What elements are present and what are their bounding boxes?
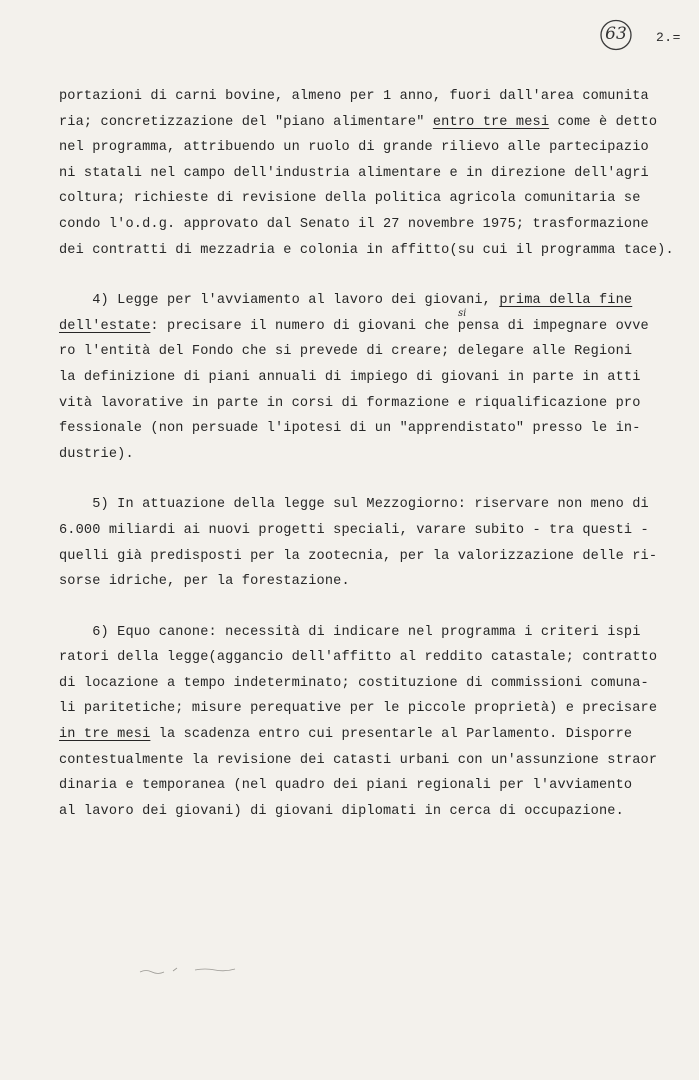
- paragraph-p1: [59, 84, 689, 263]
- text-run: ria; concretizzazione del "piano alimentare": [59, 114, 433, 130]
- text-run: ni statali nel campo dell'industria alimentare e in direzione dell'agri: [59, 165, 649, 181]
- text-line: [59, 135, 689, 161]
- text-line: [59, 773, 689, 799]
- text-run: condo l'o.d.g. approvato dal Senato il 27 novembre 1975; trasformazione: [59, 216, 649, 232]
- text-run: dinaria e temporanea (nel quadro dei piani regionali per l'avviamento: [59, 778, 633, 794]
- text-line: [59, 161, 689, 187]
- text-line: [59, 722, 689, 748]
- page-number: 2.=: [656, 30, 681, 45]
- text-line: [59, 492, 689, 518]
- text-run: al lavoro dei giovani) di giovani diplomati in cerca di occupazione.: [59, 803, 624, 819]
- text-run: quelli già predisposti per la zootecnia, per la valorizzazione delle ri-: [59, 548, 658, 564]
- text-line: [59, 416, 689, 442]
- text-run: 4) Legge per l'avviamento al lavoro dei giovani,: [59, 293, 500, 309]
- text-run: ratori della legge(aggancio dell'affitto al reddito catastale; contratto: [59, 650, 658, 666]
- text-line: [59, 799, 689, 825]
- document-body: [59, 84, 689, 824]
- text-run: portazioni di carni bovine, almeno per 1 anno, fuori dall'area comunita: [59, 89, 649, 104]
- text-line: [59, 186, 689, 212]
- text-run: li paritetiche; misure perequative per le piccole proprietà) e precisare: [59, 701, 658, 717]
- text-run: dustrie).: [59, 446, 134, 462]
- text-run: 5) In attuazione della legge sul Mezzogiorno: riservare non meno di: [59, 497, 649, 513]
- text-run: vità lavorative in parte in corsi di formazione e riqualificazione pro: [59, 395, 641, 411]
- pencil-scribble-mark: [135, 960, 265, 980]
- handwritten-insert: si: [458, 308, 467, 319]
- paragraph-p4: [59, 620, 689, 825]
- text-run: la scadenza entro cui presentarle al Parlamento. Disporre: [150, 727, 633, 743]
- text-line: [59, 212, 689, 238]
- text-run: sorse idriche, per la forestazione.: [59, 574, 350, 590]
- paragraph-gap: [59, 467, 689, 492]
- underlined-text: in tre mesi: [59, 727, 151, 743]
- text-line: [59, 339, 689, 365]
- text-line: [59, 696, 689, 722]
- text-run: : precisare il numero di giovani che pensa di impegnare ovve: [150, 318, 649, 334]
- underlined-text: entro tre mesi: [432, 114, 550, 130]
- text-line: [59, 645, 689, 671]
- text-line: [59, 442, 689, 468]
- text-run: fessionale (non persuade l'ipotesi di un "apprendistato" presso le in-: [59, 421, 641, 437]
- paragraph-p3: [59, 492, 689, 594]
- underlined-text: prima della fine: [499, 293, 633, 309]
- text-run: 6.000 miliardi ai nuovi progetti speciali, varare subito - tra questi -: [59, 522, 649, 538]
- text-line: [59, 518, 689, 544]
- text-line: [59, 671, 689, 697]
- text-run: 6) Equo canone: necessità di indicare nel programma i criteri ispi: [59, 624, 641, 640]
- text-run: ro l'entità del Fondo che si prevede di creare; delegare alle Regioni: [59, 344, 633, 360]
- text-run: coltura; richieste di revisione della politica agricola comunitaria se: [59, 191, 641, 207]
- text-line: [59, 748, 689, 774]
- paragraph-gap: [59, 595, 689, 620]
- text-run: la definizione di piani annuali di impiego di giovani in parte in atti: [59, 369, 641, 385]
- text-line: [59, 314, 689, 340]
- text-line: [59, 288, 689, 314]
- text-run: di locazione a tempo indeterminato; costituzione di commissioni comuna-: [59, 675, 649, 691]
- paragraph-gap: [59, 263, 689, 288]
- text-run: nel programma, attribuendo un ruolo di grande rilievo alle partecipazio: [59, 140, 649, 156]
- text-line: [59, 620, 689, 646]
- underlined-text: dell'estate: [59, 318, 151, 334]
- text-run: dei contratti di mezzadria e colonia in affitto(su cui il programma tace).: [59, 242, 674, 258]
- text-line: [59, 110, 689, 136]
- text-run: contestualmente la revisione dei catasti urbani con un'assunzione straor: [59, 752, 658, 768]
- text-line: [59, 569, 689, 595]
- text-line: [59, 238, 689, 264]
- text-line: [59, 365, 689, 391]
- text-line: [59, 391, 689, 417]
- stamp-number: 63: [605, 24, 627, 44]
- paragraph-p2: [59, 288, 689, 467]
- archive-stamp: [598, 18, 634, 52]
- text-line: [59, 84, 689, 110]
- text-line: [59, 544, 689, 570]
- text-run: come è detto: [549, 114, 658, 130]
